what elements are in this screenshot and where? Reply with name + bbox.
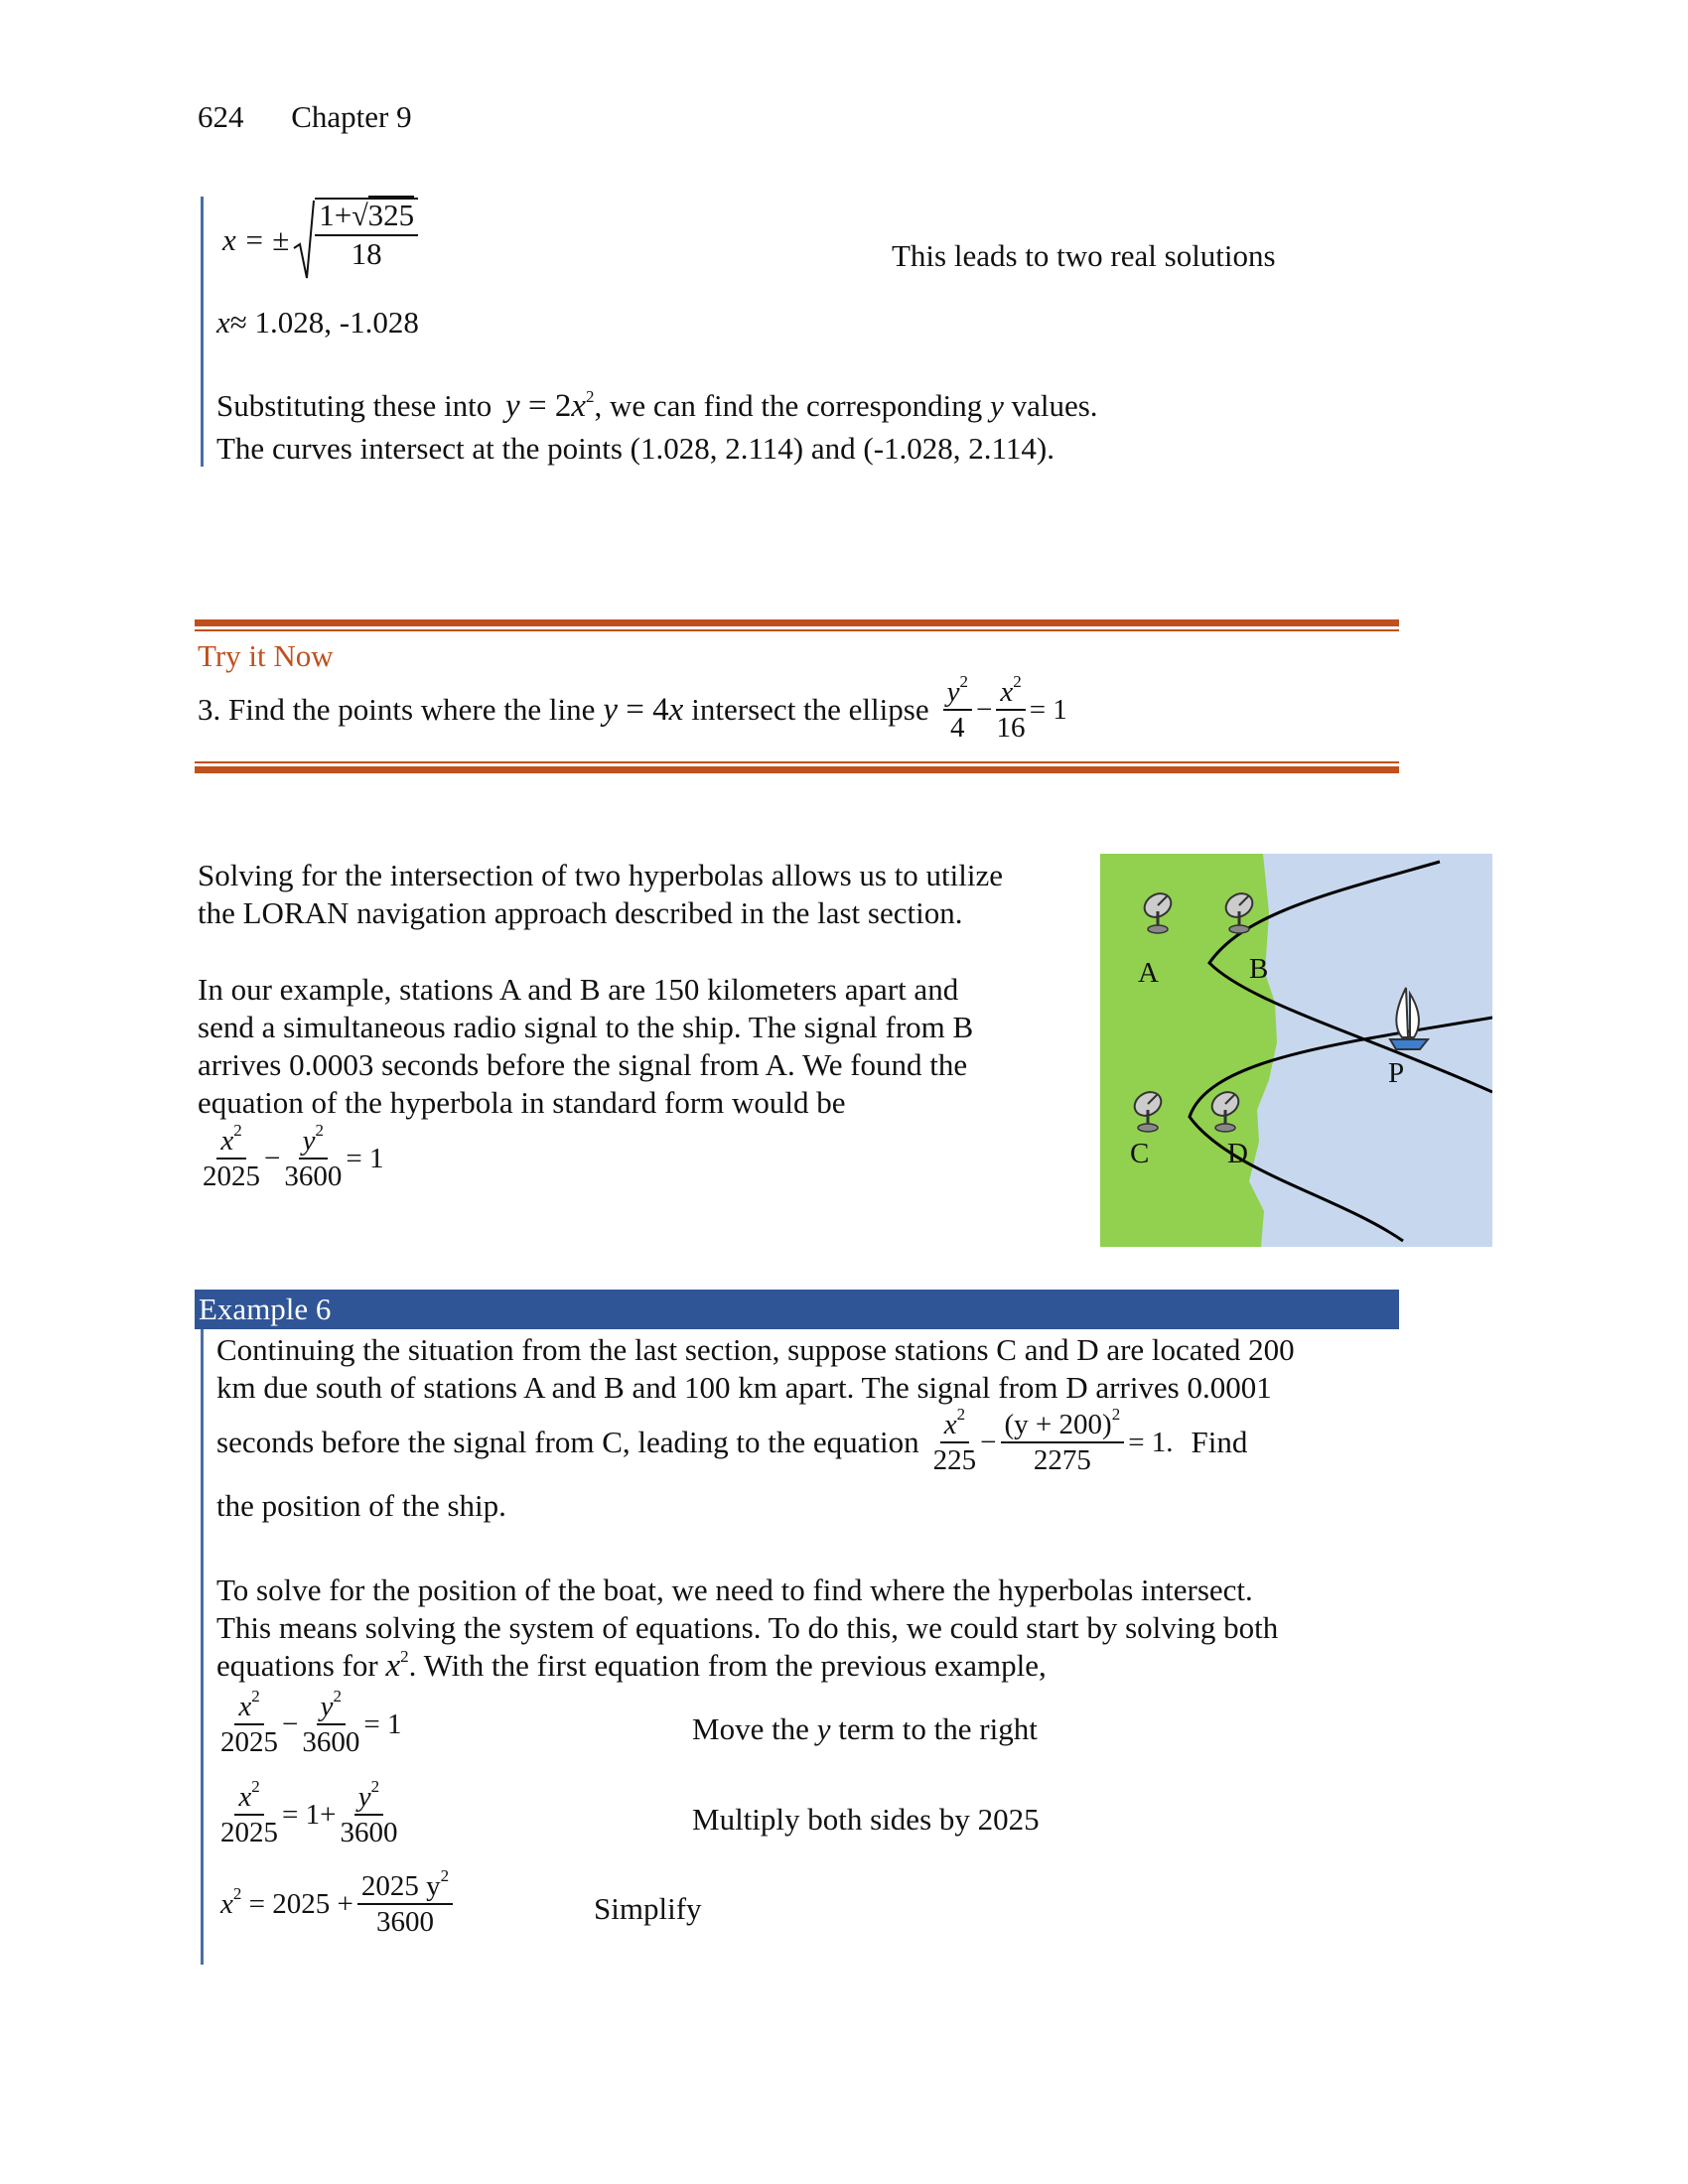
p2-line3-text-a: equations for (216, 1648, 378, 1683)
ell-rhs: = 1 (1029, 693, 1067, 726)
s1-note-b: term to the right (838, 1711, 1038, 1746)
example-paragraph-2 (216, 1571, 1278, 1685)
loran-figure-drawing (1100, 854, 1492, 1247)
eq-lhs: x = ± (222, 222, 290, 257)
s1-rhs: = 1 (363, 1707, 402, 1740)
example-line1: Continuing the situation from the last section, suppose stations C and D are located 200 (216, 1332, 1295, 1367)
hcd-den1: 225 (932, 1444, 977, 1477)
step2-equation: $\frac{x^2}{2025}$ = 1+ $\frac{y^2}{3600}$ (220, 1777, 398, 1849)
step2-note: Multiply both sides by 2025 (692, 1802, 1040, 1837)
ell-den1: 4 (950, 712, 965, 745)
s1-num1: x (238, 1691, 252, 1722)
equation-x-root (222, 199, 418, 282)
sub-eq-exp: 2 (585, 387, 595, 406)
example-left-rule (201, 1329, 204, 1965)
radical-denominator: 18 (351, 236, 382, 271)
s2-den2: 3600 (340, 1817, 398, 1849)
hab-num2: y (302, 1125, 316, 1157)
ell-num2: x (1000, 676, 1014, 708)
hab-num1: x (220, 1125, 234, 1157)
radical-fraction (315, 198, 418, 270)
example-p2-line2: This means solving the system of equations. To do this, we could start by solving both (216, 1610, 1279, 1645)
sailboat-icon (1390, 988, 1428, 1049)
substitution-line (216, 388, 1098, 425)
hcd-num1: x (943, 1409, 957, 1440)
line-var: x (668, 691, 684, 728)
s3-num: 2025 y (360, 1870, 441, 1902)
example-line2: km due south of stations A and B and 100 km apart. The signal from D arrives 0.0001 (216, 1370, 1272, 1405)
s2-num1: x (238, 1781, 252, 1813)
chapter-title: Chapter 9 (291, 99, 412, 134)
hab-den2: 3600 (284, 1160, 343, 1193)
example-p2-line3: equations for $x^2$. With the first equation from the previous example, (216, 1647, 1047, 1684)
sub-eq-lhs: y (505, 388, 520, 424)
try-problem-3 (198, 672, 1067, 745)
sub-eq-mid: = 2 (519, 388, 572, 424)
example-header-bar (195, 1290, 1399, 1329)
s1-num2: y (320, 1691, 334, 1722)
try-problem-text-b: intersect the ellipse (691, 692, 929, 728)
loran-p2-line1: In our example, stations A and B are 150 kilometers apart and (198, 972, 959, 1007)
page-number: 624 (198, 99, 244, 134)
conclusion-line: The curves intersect at the points (1.028, 2.114) and (-1.028, 2.114). (216, 431, 1055, 466)
s2-mid: = 1+ (282, 1798, 337, 1831)
label-station-c: C (1130, 1138, 1150, 1169)
approx-values: 1.028, -1.028 (254, 305, 419, 340)
s3-mid: = 2025 + (241, 1887, 353, 1920)
p2-line3-var: x (385, 1648, 401, 1684)
s1-note-var: y (816, 1711, 831, 1746)
example-title: Example 6 (199, 1292, 332, 1326)
hab-den1: 2025 (203, 1160, 260, 1193)
s1-den2: 3600 (302, 1726, 360, 1759)
sub-text-b: , we can find the corresponding (594, 388, 983, 423)
line-mid: = 4 (618, 691, 669, 728)
loran-figure (1100, 854, 1492, 1247)
s2-num2: y (357, 1781, 371, 1813)
try-bottom-rule-thick (195, 766, 1399, 773)
s1-den1: 2025 (220, 1726, 278, 1759)
sub-var: y (990, 388, 1004, 423)
line-lhs: y (603, 691, 619, 728)
step1-note (692, 1711, 1038, 1747)
solution-note: This leads to two real solutions (892, 238, 1276, 273)
label-station-d: D (1227, 1138, 1248, 1169)
approx-var: x (216, 305, 230, 340)
try-problem-text-a: 3. Find the points where the line (198, 692, 596, 728)
hyperbola-ab-equation: $\frac{x^2}{2025}$ − $\frac{y^2}{3600}$ = 1 (203, 1121, 384, 1193)
approx-line (216, 305, 419, 341)
solution-left-rule (201, 197, 204, 467)
step3-note: Simplify (594, 1891, 702, 1926)
label-station-a: A (1138, 957, 1159, 989)
example-line3 (216, 1405, 1248, 1477)
example-p2-line1: To solve for the position of the boat, we need to find where the hyperbolas intersect. (216, 1572, 1253, 1607)
page-header (198, 99, 412, 135)
try-top-rule-thin (195, 629, 1399, 631)
example-line3-text: seconds before the signal from C, leading to the equation (216, 1425, 919, 1460)
hyperbola-cd-equation: $\frac{x^2}{225}$ − $\frac{(y + 200)^2}{2275}$ = 1. (932, 1405, 1174, 1477)
s1-note-a: Move the (692, 1711, 809, 1746)
ell-den2: 16 (996, 712, 1026, 745)
try-top-rule-thick (195, 619, 1399, 626)
hab-rhs: = 1 (346, 1142, 384, 1174)
loran-paragraph-1 (198, 857, 1003, 932)
loran-p2-line3: arrives 0.0003 seconds before the signal from A. We found the (198, 1047, 968, 1082)
s3-lhs: x (220, 1887, 233, 1920)
example-line3-find: Find (1191, 1425, 1248, 1460)
radical-numerator: 1+√325 (315, 200, 418, 236)
loran-p1-line1: Solving for the intersection of two hyperbolas allows us to utilize (198, 858, 1004, 892)
hcd-den2: 2275 (1033, 1444, 1091, 1477)
loran-p1-line2: the LORAN navigation approach described in the last section. (198, 895, 963, 930)
land-region (1100, 854, 1277, 1247)
label-station-b: B (1249, 953, 1269, 985)
try-bottom-rule-thin (195, 761, 1399, 763)
loran-p2-line4: equation of the hyperbola in standard form would be (198, 1085, 846, 1120)
hcd-num2: (y + 200) (1004, 1409, 1112, 1440)
loran-p2-line2: send a simultaneous radio signal to the ship. The signal from B (198, 1010, 974, 1044)
sub-eq-var: x (571, 388, 586, 424)
p2-line3-text-b: . With the first equation from the previous example, (408, 1648, 1047, 1683)
inner-root-value: 325 (367, 198, 415, 233)
sub-text-a: Substituting these into (216, 388, 492, 423)
numerator-term: 1+ (319, 198, 352, 233)
example-line4: the position of the ship. (216, 1488, 506, 1523)
step1-equation: $\frac{x^2}{2025}$ − $\frac{y^2}{3600}$ = 1 (220, 1687, 402, 1759)
example-statement (216, 1331, 1295, 1407)
ellipse-equation: $\frac{y^2}{4}$ − $\frac{x^2}{16}$ = 1 (943, 677, 1067, 744)
try-it-now-title: Try it Now (198, 638, 334, 673)
approx-symbol: ≈ (229, 305, 247, 340)
hcd-rhs: = 1. (1128, 1426, 1174, 1458)
label-ship-p: P (1388, 1057, 1405, 1089)
s2-den1: 2025 (220, 1817, 278, 1849)
sub-text-c: values. (1011, 388, 1098, 423)
ell-num1: y (946, 676, 960, 708)
radical-sign (293, 199, 315, 282)
s3-den: 3600 (375, 1906, 434, 1939)
step3-equation: $x^2 = 2025$ + $\frac{2025 y^2}{3600}$ (220, 1871, 453, 1938)
loran-paragraph-2 (198, 971, 973, 1122)
